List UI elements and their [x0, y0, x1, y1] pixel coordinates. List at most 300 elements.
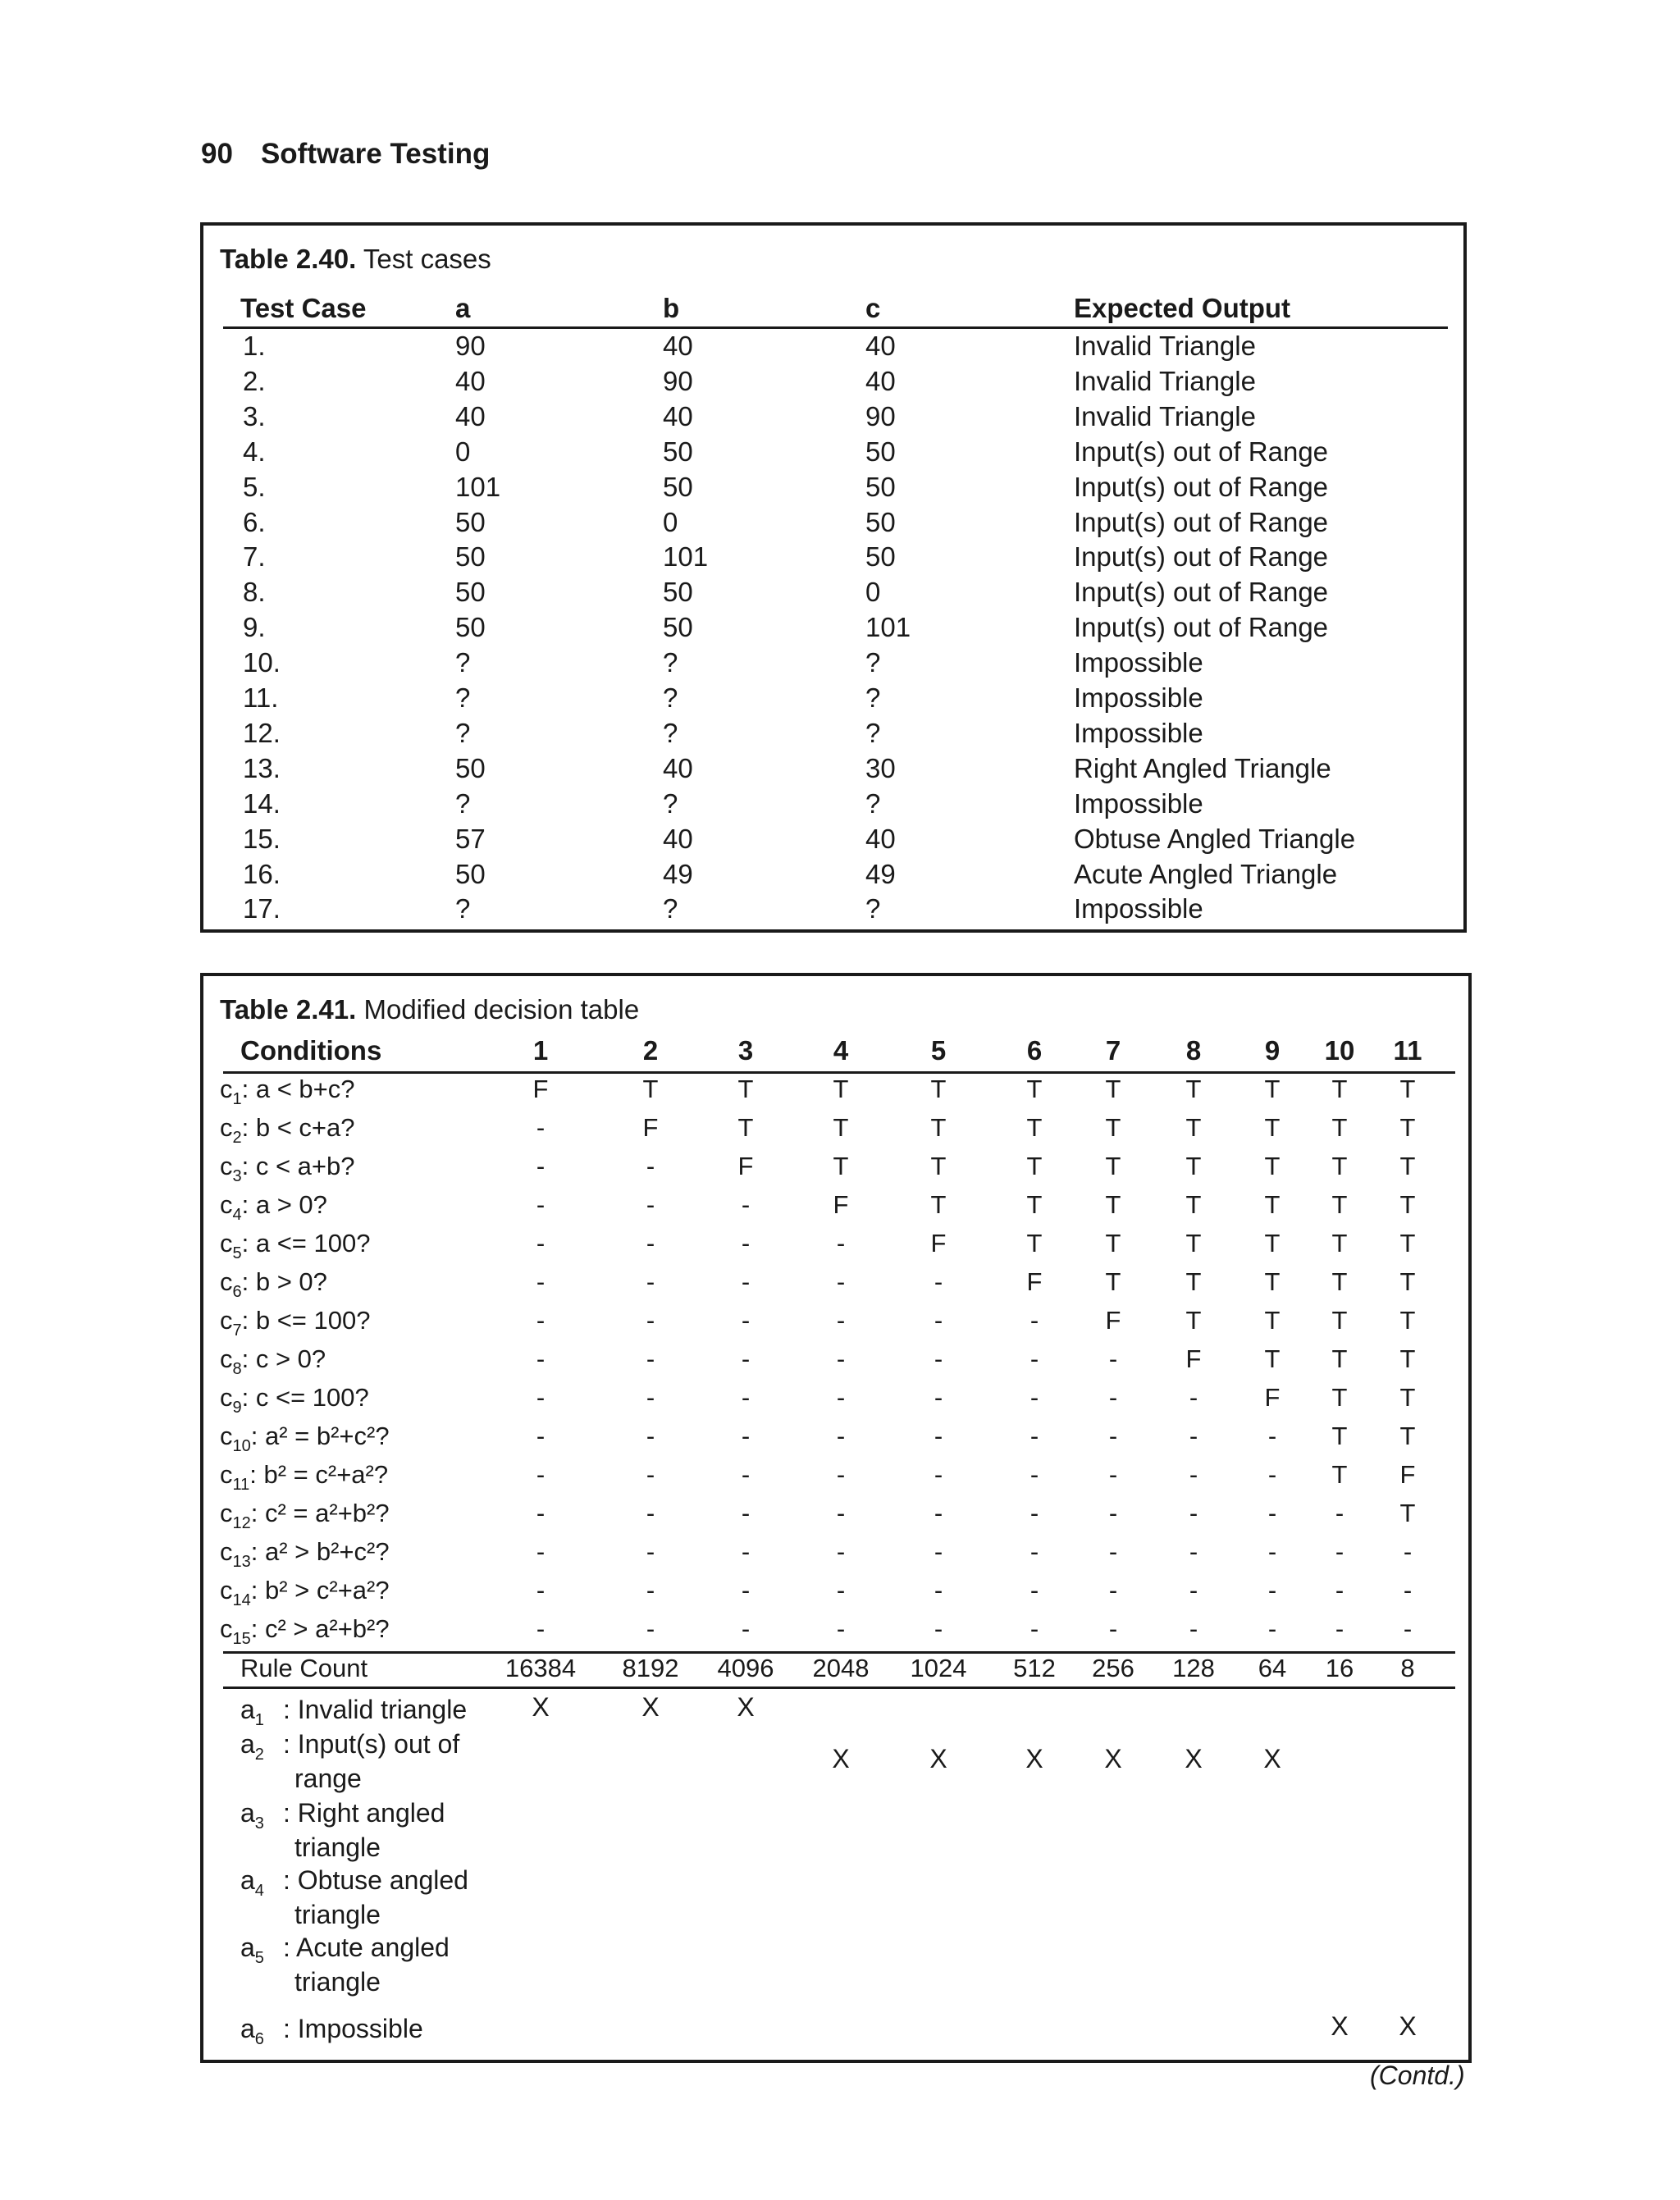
condition-label	[220, 1113, 355, 1148]
action-label	[240, 1930, 496, 1999]
condition-value: -	[536, 1499, 546, 1527]
condition-var: c	[220, 1190, 233, 1219]
caption-text: Test cases	[363, 244, 491, 274]
action-text-line: : Right angled	[283, 1798, 445, 1828]
condition-value: -	[1029, 1499, 1039, 1527]
rule-count-value: 64	[1258, 1654, 1287, 1682]
table-cell: 49	[663, 858, 693, 889]
condition-value: -	[536, 1306, 546, 1335]
condition-value: -	[1108, 1383, 1118, 1412]
condition-value: T	[1264, 1113, 1281, 1142]
condition-value: -	[836, 1229, 846, 1257]
table-cell: 49	[865, 858, 896, 889]
action-index: 3	[254, 1814, 264, 1833]
action-mark: X	[532, 1692, 550, 1722]
condition-value: -	[1267, 1499, 1277, 1527]
rule-count-value: 8	[1400, 1654, 1415, 1682]
condition-index: 13	[232, 1553, 251, 1571]
table-cell: 57	[455, 823, 486, 854]
table-cell: 0	[865, 577, 881, 608]
condition-value: -	[1029, 1614, 1039, 1643]
condition-value: T	[1264, 1267, 1281, 1296]
condition-value: T	[930, 1075, 947, 1103]
condition-label	[220, 1229, 371, 1263]
condition-value: T	[930, 1113, 947, 1142]
condition-value: -	[536, 1113, 546, 1142]
condition-value: T	[1185, 1075, 1202, 1103]
rule-count-value: 512	[1013, 1654, 1056, 1682]
condition-value: T	[1185, 1306, 1202, 1335]
table-cell: ?	[865, 717, 881, 748]
table-cell: Impossible	[1074, 893, 1203, 924]
condition-value: T	[1105, 1075, 1121, 1103]
table-cell: ?	[663, 682, 678, 713]
table-cell: ?	[663, 787, 678, 819]
condition-label	[220, 1614, 390, 1649]
condition-value: -	[1108, 1499, 1118, 1527]
action-mark: X	[641, 1692, 660, 1722]
condition-value: T	[1331, 1229, 1348, 1257]
condition-value: -	[741, 1460, 751, 1489]
table-cell: 40	[663, 331, 693, 361]
action-text	[283, 1727, 496, 1796]
condition-value: F	[532, 1075, 549, 1103]
condition-index: 15	[232, 1630, 251, 1648]
condition-value: T	[1331, 1460, 1348, 1489]
table-cell: Invalid Triangle	[1074, 365, 1256, 396]
condition-var: c	[220, 1614, 233, 1643]
action-label	[240, 1796, 496, 1865]
rule-count-value: 128	[1172, 1654, 1215, 1682]
page-header	[201, 138, 490, 171]
condition-value: F	[833, 1190, 849, 1219]
table-cell: 12.	[243, 717, 281, 748]
table-cell: Impossible	[1074, 682, 1203, 713]
caption-text: Modified decision table	[363, 994, 640, 1025]
action-label	[240, 1727, 496, 1796]
action-text-line: triangle	[294, 1833, 381, 1862]
condition-value: -	[741, 1229, 751, 1257]
condition-index: 12	[232, 1514, 251, 1532]
condition-value: -	[1335, 1499, 1344, 1527]
condition-value: T	[1105, 1152, 1121, 1180]
table-cell: 50	[455, 612, 486, 643]
table-cell: 10.	[243, 647, 281, 678]
condition-value: -	[646, 1306, 655, 1335]
table-cell: 101	[663, 541, 709, 573]
condition-value: T	[1026, 1152, 1043, 1180]
condition-value: -	[536, 1190, 546, 1219]
condition-value: -	[1189, 1614, 1198, 1643]
table-cell: 50	[663, 612, 693, 643]
table-cell: 50	[865, 436, 896, 467]
condition-value: T	[1399, 1190, 1416, 1219]
condition-value: -	[646, 1229, 655, 1257]
condition-label	[220, 1383, 369, 1417]
table-cell: 40	[455, 400, 486, 431]
continued-note: (Contd.)	[1370, 2061, 1465, 2090]
condition-value: T	[1264, 1075, 1281, 1103]
action-text-line: triangle	[294, 1900, 381, 1929]
condition-value: -	[1108, 1576, 1118, 1604]
table-cell: ?	[455, 717, 471, 748]
table-cell: 16.	[243, 858, 281, 889]
condition-value: T	[1399, 1229, 1416, 1257]
column-header: 6	[1026, 1035, 1043, 1066]
condition-value: F	[1185, 1344, 1202, 1373]
table-cell: 50	[663, 577, 693, 608]
table-cell: Impossible	[1074, 717, 1203, 748]
condition-value: T	[1105, 1113, 1121, 1142]
condition-value: -	[1029, 1344, 1039, 1373]
rule-count-value: 1024	[910, 1654, 967, 1682]
condition-var: c	[220, 1383, 233, 1412]
action-mark: X	[1263, 1744, 1281, 1773]
table-cell: 90	[455, 331, 486, 361]
condition-var: c	[220, 1267, 233, 1296]
condition-value: T	[1264, 1229, 1281, 1257]
action-mark: X	[737, 1692, 755, 1722]
condition-value: F	[1026, 1267, 1043, 1296]
condition-value: -	[646, 1190, 655, 1219]
condition-value: -	[646, 1267, 655, 1296]
caption-label: Table 2.40.	[220, 244, 357, 274]
table-cell: Input(s) out of Range	[1074, 612, 1329, 643]
condition-value: -	[741, 1537, 751, 1566]
condition-value: -	[536, 1460, 546, 1489]
action-text-line: : Invalid triangle	[283, 1695, 468, 1724]
condition-value: T	[1185, 1267, 1202, 1296]
condition-var: c	[220, 1537, 233, 1566]
condition-expr: : c² = a²+b²?	[250, 1499, 390, 1527]
condition-value: T	[833, 1113, 849, 1142]
condition-var: c	[220, 1306, 233, 1335]
condition-value: T	[1331, 1306, 1348, 1335]
table-cell: 50	[663, 471, 693, 502]
action-text-line: : Obtuse angled	[283, 1865, 468, 1895]
table-cell: 0	[663, 506, 678, 537]
table-cell: 9.	[243, 612, 266, 643]
condition-value: -	[934, 1344, 943, 1373]
condition-value: F	[1399, 1460, 1416, 1489]
action-var: a	[240, 2014, 255, 2043]
action-mark: X	[1399, 2011, 1417, 2041]
action-mark: X	[1025, 1744, 1043, 1773]
action-mark: X	[929, 1744, 947, 1773]
action-index: 4	[254, 1882, 264, 1900]
table-cell: Acute Angled Triangle	[1074, 858, 1338, 889]
action-index: 1	[254, 1711, 264, 1729]
table-cell: 50	[455, 506, 486, 537]
condition-value: -	[836, 1537, 846, 1566]
table-cell: ?	[455, 647, 471, 678]
action-label	[240, 2011, 496, 2056]
condition-value: T	[833, 1075, 849, 1103]
action-var: a	[240, 1729, 255, 1759]
condition-value: -	[1267, 1614, 1277, 1643]
condition-value: -	[1335, 1537, 1344, 1566]
condition-value: T	[1105, 1190, 1121, 1219]
action-text-line: range	[294, 1764, 362, 1793]
column-header: 4	[833, 1035, 849, 1066]
condition-value: T	[1399, 1075, 1416, 1103]
table-cell: 50	[455, 752, 486, 783]
condition-value: T	[1399, 1152, 1416, 1180]
condition-value: -	[741, 1306, 751, 1335]
table-cell: 4.	[243, 436, 266, 467]
condition-value: T	[1331, 1152, 1348, 1180]
condition-expr: : a > 0?	[241, 1190, 327, 1219]
condition-value: -	[934, 1422, 943, 1450]
condition-value: -	[741, 1576, 751, 1604]
condition-value: T	[1331, 1383, 1348, 1412]
condition-value: T	[1331, 1344, 1348, 1373]
condition-value: T	[1026, 1113, 1043, 1142]
column-header: 5	[930, 1035, 947, 1066]
condition-var: c	[220, 1460, 233, 1489]
condition-value: -	[1189, 1537, 1198, 1566]
condition-value: -	[1108, 1422, 1118, 1450]
table-cell: 50	[455, 577, 486, 608]
condition-label	[220, 1499, 390, 1533]
condition-value: T	[1026, 1190, 1043, 1219]
condition-value: -	[1108, 1344, 1118, 1373]
condition-value: -	[536, 1229, 546, 1257]
action-text	[283, 1796, 496, 1865]
condition-expr: : b² > c²+a²?	[250, 1576, 390, 1604]
rule-count-value: 16	[1325, 1654, 1354, 1682]
table-cell: 50	[663, 436, 693, 467]
condition-label	[220, 1576, 390, 1610]
condition-value: -	[1108, 1614, 1118, 1643]
condition-value: -	[1029, 1306, 1039, 1335]
column-header: 11	[1393, 1035, 1422, 1066]
condition-label	[220, 1306, 371, 1340]
condition-value: F	[642, 1113, 659, 1142]
condition-value: T	[1399, 1306, 1416, 1335]
condition-value: -	[1267, 1537, 1277, 1566]
condition-var: c	[220, 1229, 233, 1257]
condition-value: T	[930, 1190, 947, 1219]
condition-var: c	[220, 1422, 233, 1450]
table-cell: ?	[455, 787, 471, 819]
rule-count-value: 4096	[717, 1654, 774, 1682]
table-cell: 5.	[243, 471, 266, 502]
action-id	[240, 2011, 283, 2056]
table-cell: 40	[663, 752, 693, 783]
condition-value: -	[646, 1422, 655, 1450]
condition-value: T	[1026, 1229, 1043, 1257]
condition-value: T	[1331, 1422, 1348, 1450]
table-cell: 8.	[243, 577, 266, 608]
condition-value: T	[1185, 1190, 1202, 1219]
condition-value: T	[1399, 1422, 1416, 1450]
table-cell: Input(s) out of Range	[1074, 577, 1329, 608]
condition-index: 6	[232, 1283, 242, 1301]
table-cell: ?	[663, 893, 678, 924]
condition-label	[220, 1537, 390, 1572]
table-cell: 11.	[243, 682, 279, 713]
condition-label	[220, 1460, 388, 1495]
table-cell: 7.	[243, 541, 266, 573]
action-text	[283, 1863, 496, 1932]
action-text	[283, 1692, 496, 1727]
table-cell: Impossible	[1074, 787, 1203, 819]
action-mark: X	[1104, 1744, 1122, 1773]
condition-value: -	[934, 1306, 943, 1335]
condition-value: T	[1026, 1075, 1043, 1103]
condition-expr: : a <= 100?	[241, 1229, 371, 1257]
condition-index: 9	[232, 1399, 242, 1417]
table-cell: Invalid Triangle	[1074, 331, 1256, 361]
condition-value: T	[1399, 1113, 1416, 1142]
condition-value: -	[536, 1576, 546, 1604]
table-cell: ?	[663, 647, 678, 678]
condition-value: -	[1029, 1460, 1039, 1489]
condition-value: T	[1331, 1113, 1348, 1142]
condition-value: -	[536, 1537, 546, 1566]
condition-value: -	[741, 1267, 751, 1296]
condition-label	[220, 1267, 327, 1302]
condition-index: 5	[232, 1244, 242, 1262]
condition-value: -	[836, 1422, 846, 1450]
action-var: a	[240, 1798, 255, 1828]
condition-var: c	[220, 1152, 233, 1180]
table-cell: 2.	[243, 365, 266, 396]
condition-value: -	[836, 1614, 846, 1643]
column-header: 9	[1264, 1035, 1281, 1066]
table-cell: 101	[455, 471, 501, 502]
condition-value: -	[1267, 1422, 1277, 1450]
table-cell: 1.	[243, 331, 266, 361]
column-header: c	[865, 293, 881, 323]
table-cell: Input(s) out of Range	[1074, 541, 1329, 573]
table-cell: Input(s) out of Range	[1074, 506, 1329, 537]
condition-value: T	[1399, 1499, 1416, 1527]
caption-label: Table 2.41.	[220, 994, 357, 1025]
column-header: 2	[642, 1035, 659, 1066]
table-cell: 101	[865, 612, 911, 643]
action-text	[283, 1930, 496, 1999]
condition-value: -	[1267, 1576, 1277, 1604]
table-cell: ?	[865, 682, 881, 713]
condition-value: T	[1105, 1267, 1121, 1296]
condition-expr: : c <= 100?	[241, 1383, 369, 1412]
rule-count-label: Rule Count	[240, 1654, 368, 1682]
condition-value: -	[646, 1460, 655, 1489]
table-cell: 40	[455, 365, 486, 396]
condition-value: -	[836, 1460, 846, 1489]
condition-value: T	[1105, 1229, 1121, 1257]
condition-value: -	[646, 1499, 655, 1527]
condition-value: T	[737, 1075, 754, 1103]
table-cell: ?	[663, 717, 678, 748]
action-text-line: : Impossible	[283, 2014, 423, 2043]
action-var: a	[240, 1695, 255, 1724]
condition-label	[220, 1344, 326, 1379]
condition-label	[220, 1152, 355, 1186]
column-header: 3	[737, 1035, 754, 1066]
condition-value: -	[646, 1383, 655, 1412]
page-number: 90	[201, 138, 233, 170]
action-text-line: : Input(s) out of	[283, 1729, 460, 1759]
table-cell: 40	[865, 823, 896, 854]
condition-value: -	[646, 1537, 655, 1566]
condition-value: -	[934, 1614, 943, 1643]
condition-value: T	[833, 1152, 849, 1180]
condition-value: -	[1029, 1576, 1039, 1604]
rule-count-value: 256	[1092, 1654, 1134, 1682]
condition-value: T	[642, 1075, 659, 1103]
table-cell: 0	[455, 436, 471, 467]
table-cell: 50	[455, 858, 486, 889]
condition-value: -	[646, 1576, 655, 1604]
condition-value: -	[536, 1267, 546, 1296]
table-cell: Right Angled Triangle	[1074, 752, 1331, 783]
condition-value: -	[934, 1576, 943, 1604]
condition-expr: : c < a+b?	[241, 1152, 355, 1180]
table-cell: 3.	[243, 400, 266, 431]
table-cell: 50	[865, 541, 896, 573]
condition-value: -	[1029, 1422, 1039, 1450]
action-mark: X	[832, 1744, 850, 1773]
action-index: 5	[254, 1949, 264, 1967]
table-cell: 90	[663, 365, 693, 396]
table-cell: ?	[865, 893, 881, 924]
condition-value: T	[1185, 1229, 1202, 1257]
condition-value: -	[1029, 1537, 1039, 1566]
action-label	[240, 1863, 496, 1932]
action-text-line: triangle	[294, 1967, 381, 1997]
table-decision	[200, 973, 1472, 2063]
action-id	[240, 1796, 283, 1841]
condition-value: T	[1331, 1075, 1348, 1103]
condition-expr: : b <= 100?	[241, 1306, 371, 1335]
header-rule	[223, 326, 1448, 329]
action-index: 6	[254, 2030, 264, 2048]
condition-value: -	[741, 1422, 751, 1450]
condition-value: -	[646, 1344, 655, 1373]
table-cell: 17.	[243, 893, 281, 924]
table-cell: Input(s) out of Range	[1074, 436, 1329, 467]
column-header: Conditions	[240, 1035, 382, 1066]
action-index: 2	[254, 1746, 264, 1764]
action-mark: X	[1185, 1744, 1203, 1773]
column-header: a	[455, 293, 471, 323]
table-cell: Invalid Triangle	[1074, 400, 1256, 431]
table-cell: Obtuse Angled Triangle	[1074, 823, 1356, 854]
book-title: Software Testing	[260, 138, 491, 170]
condition-value: T	[1399, 1344, 1416, 1373]
table-cell: 15.	[243, 823, 281, 854]
condition-value: F	[1105, 1306, 1121, 1335]
table-cell: 40	[865, 331, 896, 361]
condition-value: -	[741, 1614, 751, 1643]
table-caption	[220, 994, 639, 1025]
table-cell: ?	[865, 787, 881, 819]
condition-value: F	[737, 1152, 754, 1180]
action-id	[240, 1863, 283, 1908]
condition-var: c	[220, 1499, 233, 1527]
condition-index: 4	[232, 1206, 242, 1224]
condition-expr: : b < c+a?	[241, 1113, 355, 1142]
condition-value: -	[536, 1614, 546, 1643]
table-cell: 14.	[243, 787, 281, 819]
condition-value: -	[1189, 1383, 1198, 1412]
condition-value: F	[930, 1229, 947, 1257]
condition-value: -	[934, 1383, 943, 1412]
condition-value: T	[1264, 1344, 1281, 1373]
